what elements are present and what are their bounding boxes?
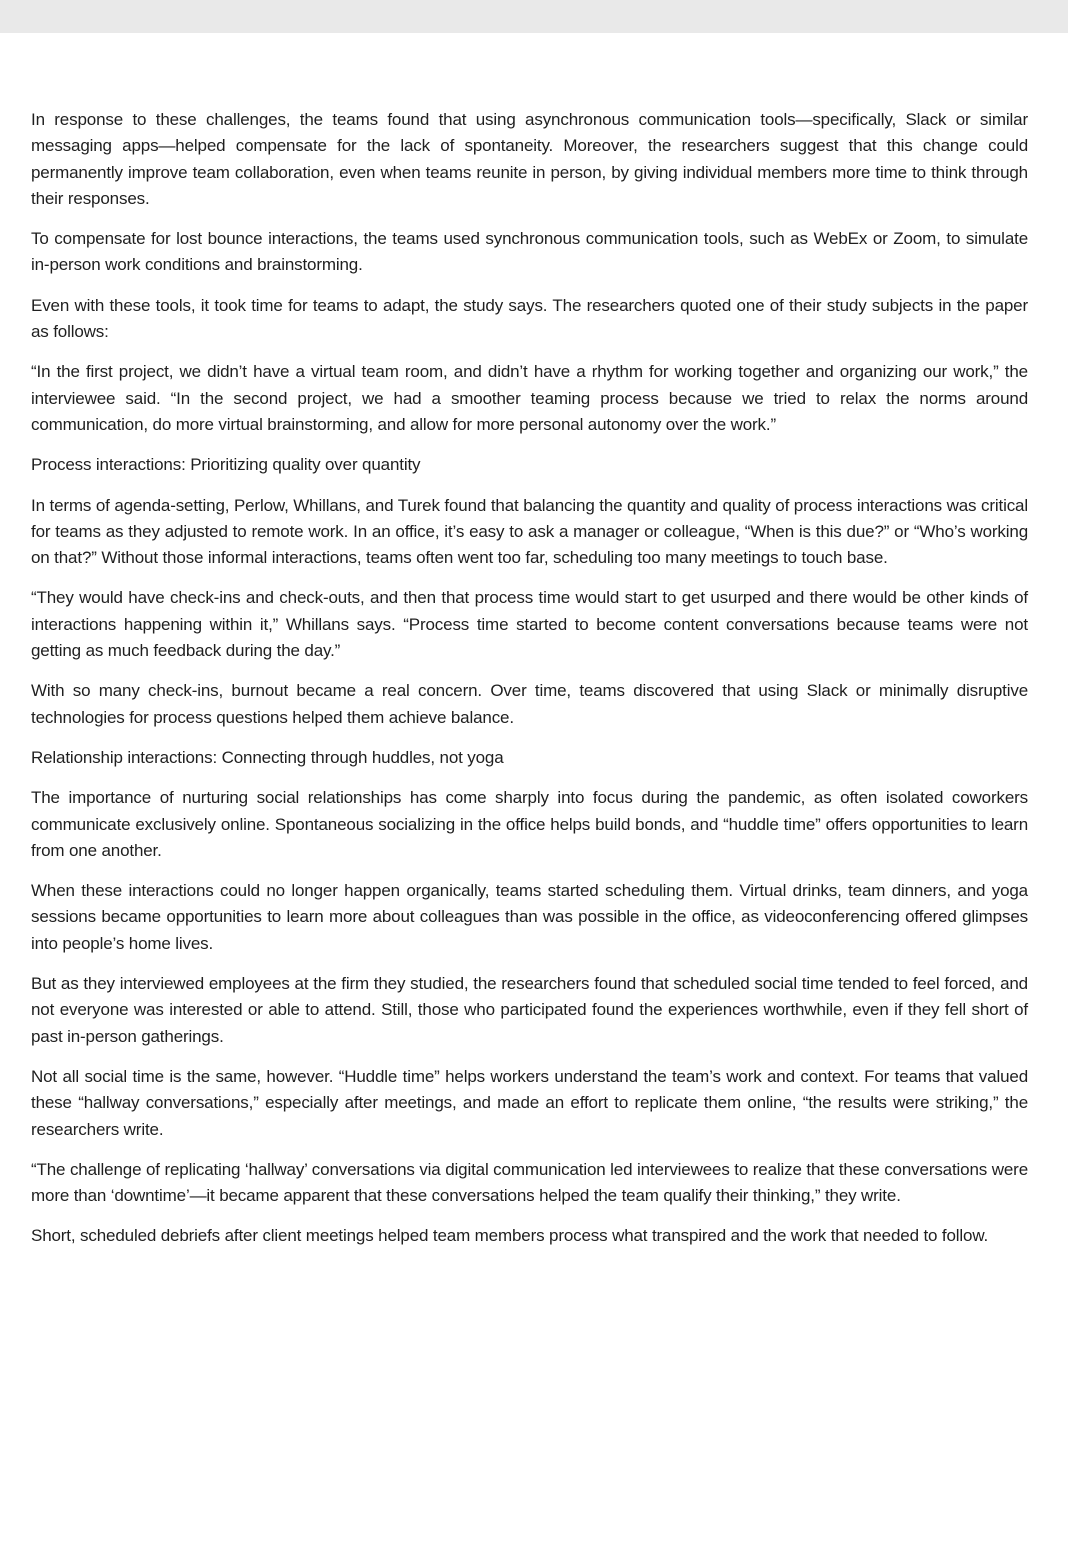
paragraph-adapt: Even with these tools, it took time for teams to adapt, the study says. The researchers quoted one of their study subjects in the paper as follows: xyxy=(31,295,1028,342)
paragraph-whillans-quote: “They would have check-ins and check-outs, and then that process time would start to get usurped and there would be other kinds of interactions happening within it,” Whillans says. “Process time started to become content conversations because teams were not getting as much feedback during the day.” xyxy=(31,588,1028,661)
paragraph-sync-tools: To compensate for lost bounce interactions, the teams used synchronous communication tools, such as WebEx or Zoom, to simulate in-person work conditions and brainstorming. xyxy=(31,229,1028,275)
paragraph-interviewee-quote: “In the first project, we didn’t have a virtual team room, and didn’t have a rhythm for working together and organizing our work,” the interviewee said. “In the second project, we had a smoother teaming process because we tried to relax the norms around communication, do more virtual brainstorming, and allow for more personal autonomy over the work.” xyxy=(31,362,1028,434)
paragraph-social-relationships: The importance of nurturing social relationships has come sharply into focus during the pandemic, as often isolated coworkers communicate exclusively online. Spontaneous socializing in the office helps build bonds, and “huddle time” offers opportunities to learn from one another. xyxy=(31,788,1028,860)
top-bar xyxy=(0,0,1068,33)
paragraph-burnout: With so many check-ins, burnout became a real concern. Over time, teams discovered that using Slack or minimally disruptive technologies for process questions helped them achieve balance. xyxy=(31,681,1028,727)
paragraph-huddle-time: Not all social time is the same, however. “Huddle time” helps workers understand the team’s work and context. For teams that valued these “hallway conversations,” especially after meetings, and made an effort to replicate them online, “the results were striking,” the researchers write. xyxy=(31,1066,1028,1139)
paragraph-scheduling: When these interactions could no longer happen organically, teams started scheduling them. Virtual drinks, team dinners, and yoga sessions became opportunities to learn more about colleagues than was possible in the office, as videoconferencing offered glimpses into people’s home lives. xyxy=(31,881,1028,953)
paragraph-agenda-setting: In terms of agenda-setting, Perlow, Whillans, and Turek found that balancing the quantity and quality of process interactions was critical for teams as they adjusted to remote work. In an office, it’s easy to ask a manager or colleague, “When is this due?” or “Who’s working on that?” Without those informal interactions, teams often went too far, scheduling too many meetings to touch base. xyxy=(31,495,1028,568)
section-heading-process: Process interactions: Prioritizing quality over quantity xyxy=(31,455,421,475)
section-heading-relationship: Relationship interactions: Connecting through huddles, not yoga xyxy=(31,747,504,767)
paragraph-debriefs: Short, scheduled debriefs after client meetings helped team members process what transpired and the work that needed to follow. xyxy=(31,1226,989,1246)
paragraph-hallway-quote: “The challenge of replicating ‘hallway’ conversations via digital communication led interviewees to realize that these conversations were more than ‘downtime’—it became apparent that these conversations helped the team qualify their thinking,” they write. xyxy=(31,1159,1028,1206)
paragraph-forced-social-time: But as they interviewed employees at the firm they studied, the researchers found that scheduled social time tended to feel forced, and not everyone was interested or able to attend. Still, those who participated found the experiences worthwhile, even if they fell short of past in-person gatherings. xyxy=(31,974,1028,1046)
article-body xyxy=(31,107,1028,1264)
paragraph-async-tools: In response to these challenges, the teams found that using asynchronous communication tools—specifically, Slack or similar messaging apps—helped compensate for the lack of spontaneity. Moreover, the researchers suggest that this change could permanently improve team collaboration, even when teams reunite in person, by giving individual members more time to think through their responses. xyxy=(31,110,1028,208)
